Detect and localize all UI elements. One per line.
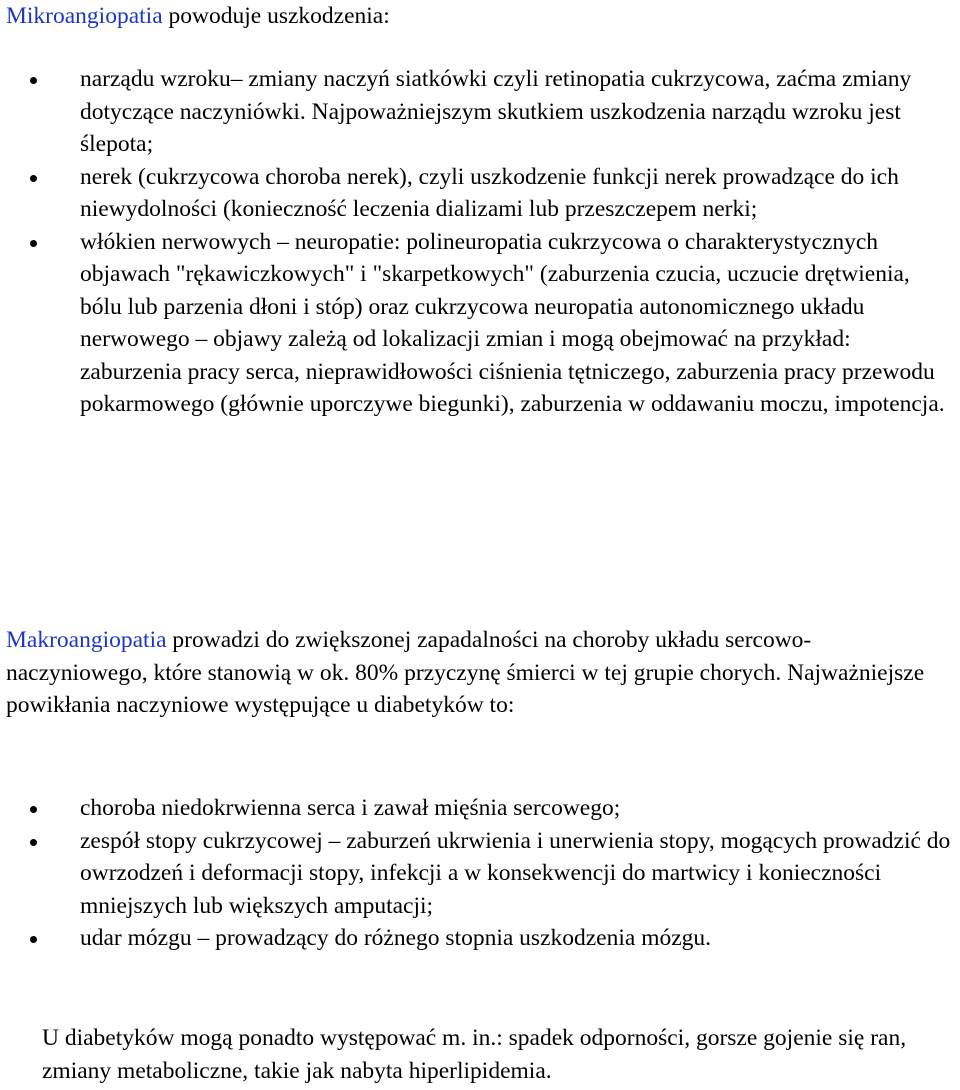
micro-intro xyxy=(6,0,390,33)
bullet-icon xyxy=(30,175,37,182)
list-item-text: choroba niedokrwienna serca i zawał mięśnia sercowego; xyxy=(80,795,621,821)
list-item-text: nerek (cukrzycowa choroba nerek), czyli uszkodzenie funkcji nerek prowadzące do ich niewydolności (konieczność leczenia dializami lub przeszczepem nerki; xyxy=(80,163,899,222)
list-item-text: udar mózgu – prowadzący do różnego stopnia uszkodzenia mózgu. xyxy=(80,925,712,951)
bullet-icon xyxy=(30,806,37,813)
micro-intro-text: powoduje uszkodzenia: xyxy=(162,3,390,29)
macro-paragraph-text: prowadzi do zwiększonej zapadalności na choroby układu sercowo-naczyniowego, które stanowią w ok. 80% przyczynę śmierci w tej grupie chorych. Najważniejsze powikłania naczyniowe występujące u diabetyków to: xyxy=(6,627,925,718)
list-item xyxy=(6,63,956,161)
bullet-icon xyxy=(30,839,37,846)
bullet-icon xyxy=(30,936,37,943)
macro-paragraph xyxy=(6,624,951,722)
list-item xyxy=(6,161,956,226)
list-item xyxy=(6,792,956,825)
makroangiopatia-link[interactable]: Makroangiopatia xyxy=(6,627,167,653)
list-item xyxy=(6,922,956,955)
list-item-text: narządu wzroku– zmiany naczyń siatkówki czyli retinopatia cukrzycowa, zaćma zmiany dotyczące naczyniówki. Najpoważniejszym skutkiem uszkodzenia narządu wzroku jest ślepota; xyxy=(80,66,912,157)
macro-complications-list xyxy=(6,792,956,955)
list-item-text: zespół stopy cukrzycowej – zaburzeń ukrwienia i unerwienia stopy, mogących prowadzić do owrzodzeń i deformacji stopy, infekcji a w konsekwencji do martwicy i konieczności mniejszych lub większych amputacji; xyxy=(80,827,951,919)
bullet-icon xyxy=(30,240,37,247)
list-item xyxy=(6,226,956,421)
list-item-text: włókien nerwowych – neuropatie: polineuropatia cukrzycowa o charakterystycznych objawach "rękawiczkowych" i "skarpetkowych" (zaburzenia czucia, uczucie drętwienia, bólu lub parzenia dłoni i stóp) oraz cukrzycowa neuropatia autonomicznego układu nerwowego – objawy zależą od lokalizacji zmian i mogą obejmować na przykład: zaburzenia pracy serca, nieprawidłowości ciśnienia tętniczego, zaburzenia pracy przewodu pokarmowego (głównie uporczywe biegunki), zaburzenia w oddawaniu moczu, impotencja. xyxy=(80,228,945,417)
final-paragraph: U diabetyków mogą ponadto występować m. in.: spadek odporności, gorsze gojenie się ran, zmiany metaboliczne, takie jak nabyta hiperlipidemia. xyxy=(42,1025,907,1084)
bullet-icon xyxy=(30,77,37,84)
list-item xyxy=(6,825,956,923)
micro-complications-list xyxy=(6,63,956,421)
mikroangiopatia-link[interactable]: Mikroangiopatia xyxy=(6,3,163,29)
